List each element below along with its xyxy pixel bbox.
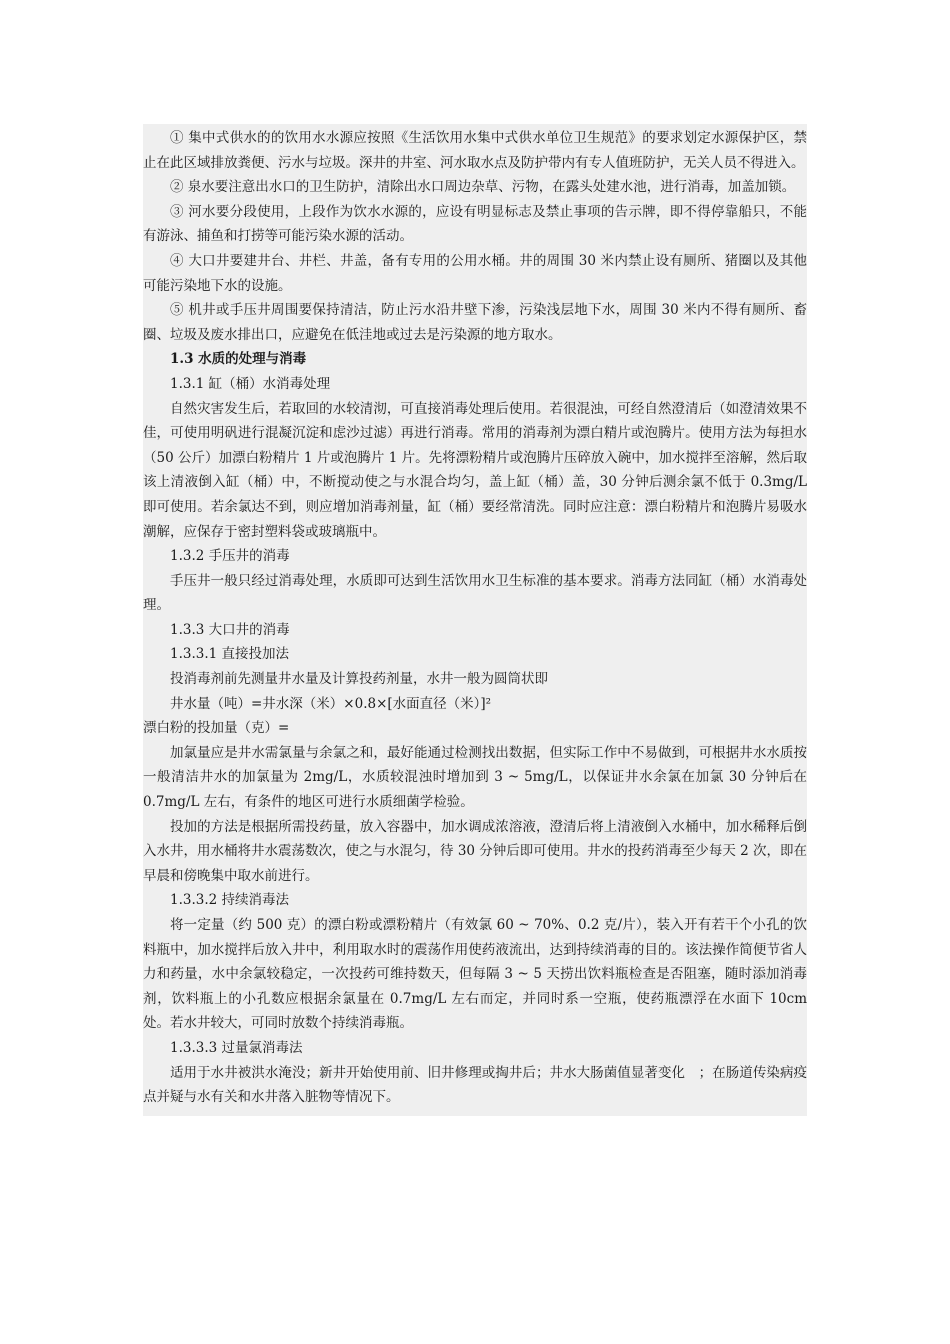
section-heading: 1.3 水质的处理与消毒 bbox=[170, 351, 307, 368]
subsection-heading: 1.3.3 大口井的消毒 bbox=[170, 621, 290, 638]
subsection-heading: 1.3.2 手压井的消毒 bbox=[170, 548, 290, 565]
paragraph: ② 泉水要注意出水口的卫生防护，清除出水口周边杂草、污物，在露头处建水池，进行消毒，加盖加锁。 bbox=[170, 179, 796, 196]
paragraph: 投加的方法是根据所需投药量，放入容器中，加水调成浓溶液，澄清后将上清液倒入水桶中，加水稀释后倒入水井，用水桶将井水震荡数次，使之与水混匀，待 30 分钟后即可使用。井水的投药消毒至少每天 2 次，即在早晨和傍晚集中取水前进行。 bbox=[143, 818, 807, 884]
paragraph: 适用于水井被洪水淹没；新井开始使用前、旧井修理或掏井后；井水大肠菌值显著变化 ；在肠道传染病疫点并疑与水有关和水井落入脏物等情况下。 bbox=[143, 1064, 807, 1106]
formula-line: 井水量（吨）=井水深（米）×0.8×[水面直径（米）]² bbox=[170, 695, 492, 712]
paragraph: 将一定量（约 500 克）的漂白粉或漂粉精片（有效氯 60 ~ 70%、0.2 克/片），装入开有若干个小孔的饮料瓶中，加水搅拌后放入井中，利用取水时的震荡作用使药液流出，达到持续消毒的目的。该法操作简便节省人力和药量，水中余氯较稳定，一次投药可维持数天，但每隔 3 ~ 5 天捞出饮料瓶检查是否阻塞，随时添加消毒剂，饮料瓶上的小孔数应根据余氯量在 0.7mg/L 左右而定，并同时系一空瓶，使药瓶漂浮在水面下 10cm 处。若水井较大，可同时放数个持续消毒瓶。 bbox=[143, 917, 807, 1032]
paragraph: 手压井一般只经过消毒处理，水质即可达到生活饮用水卫生标准的基本要求。消毒方法同缸（桶）水消毒处理。 bbox=[143, 572, 807, 614]
paragraph: ③ 河水要分段使用，上段作为饮水水源的，应设有明显标志及禁止事项的告示牌，即不得停靠船只，不能有游泳、捕鱼和打捞等可能污染水源的活动。 bbox=[143, 203, 807, 245]
paragraph: ① 集中式供水的的饮用水水源应按照《生活饮用水集中式供水单位卫生规范》的要求划定水源保护区，禁止在此区域排放粪便、污水与垃圾。深井的井室、河水取水点及防护带内有专人值班防护，无关人员不得进入。 bbox=[143, 130, 807, 171]
formula-line: 漂白粉的投加量（克）= bbox=[143, 720, 290, 737]
paragraph: 投消毒剂前先测量井水量及计算投药剂量，水井一般为圆筒状即 bbox=[170, 671, 548, 688]
subsection-heading: 1.3.3.2 持续消毒法 bbox=[170, 892, 290, 909]
document-body bbox=[143, 124, 807, 1116]
subsection-heading: 1.3.3.1 直接投加法 bbox=[170, 646, 290, 663]
subsection-heading: 1.3.1 缸（桶）水消毒处理 bbox=[170, 375, 331, 392]
paragraph: 自然灾害发生后，若取回的水较清沏，可直接消毒处理后使用。若很混浊，可经自然澄清后（如澄清效果不佳，可使用明矾进行混凝沉淀和虑沙过滤）再进行消毒。常用的消毒剂为漂白精片或泡腾片。使用方法为每担水（50 公斤）加漂白粉精片 1 片或泡腾片 1 片。先将漂粉精片或泡腾片压碎放入碗中，加水搅拌至溶解，然后取该上清液倒入缸（桶）中，不断搅动使之与水混合均匀，盖上缸（桶）盖，30 分钟后测余氯不低于 0.3mg/L 即可使用。若余氯达不到，则应增加消毒剂量，缸（桶）要经常清洗。同时应注意：漂白粉精片和泡腾片易吸水潮解，应保存于密封塑料袋或玻璃瓶中。 bbox=[143, 400, 807, 540]
paragraph: 加氯量应是井水需氯量与余氯之和，最好能通过检测找出数据，但实际工作中不易做到，可根据井水水质按一般清洁井水的加氯量为 2mg/L，水质较混浊时增加到 3 ~ 5mg/L，以保证井水余氯在加氯 30 分钟后在 0.7mg/L 左右，有条件的地区可进行水质细菌学检验。 bbox=[143, 744, 807, 811]
paragraph: ⑤ 机井或手压井周围要保持清洁，防止污水沿井壁下渗，污染浅层地下水，周围 30 米内不得有厕所、畜圈、垃圾及废水排出口，应避免在低洼地或过去是污染源的地方取水。 bbox=[143, 302, 807, 343]
paragraph: ④ 大口井要建井台、井栏、井盖，备有专用的公用水桶。井的周围 30 米内禁止设有厕所、猪圈以及其他可能污染地下水的设施。 bbox=[143, 252, 807, 294]
subsection-heading: 1.3.3.3 过量氯消毒法 bbox=[170, 1039, 303, 1056]
